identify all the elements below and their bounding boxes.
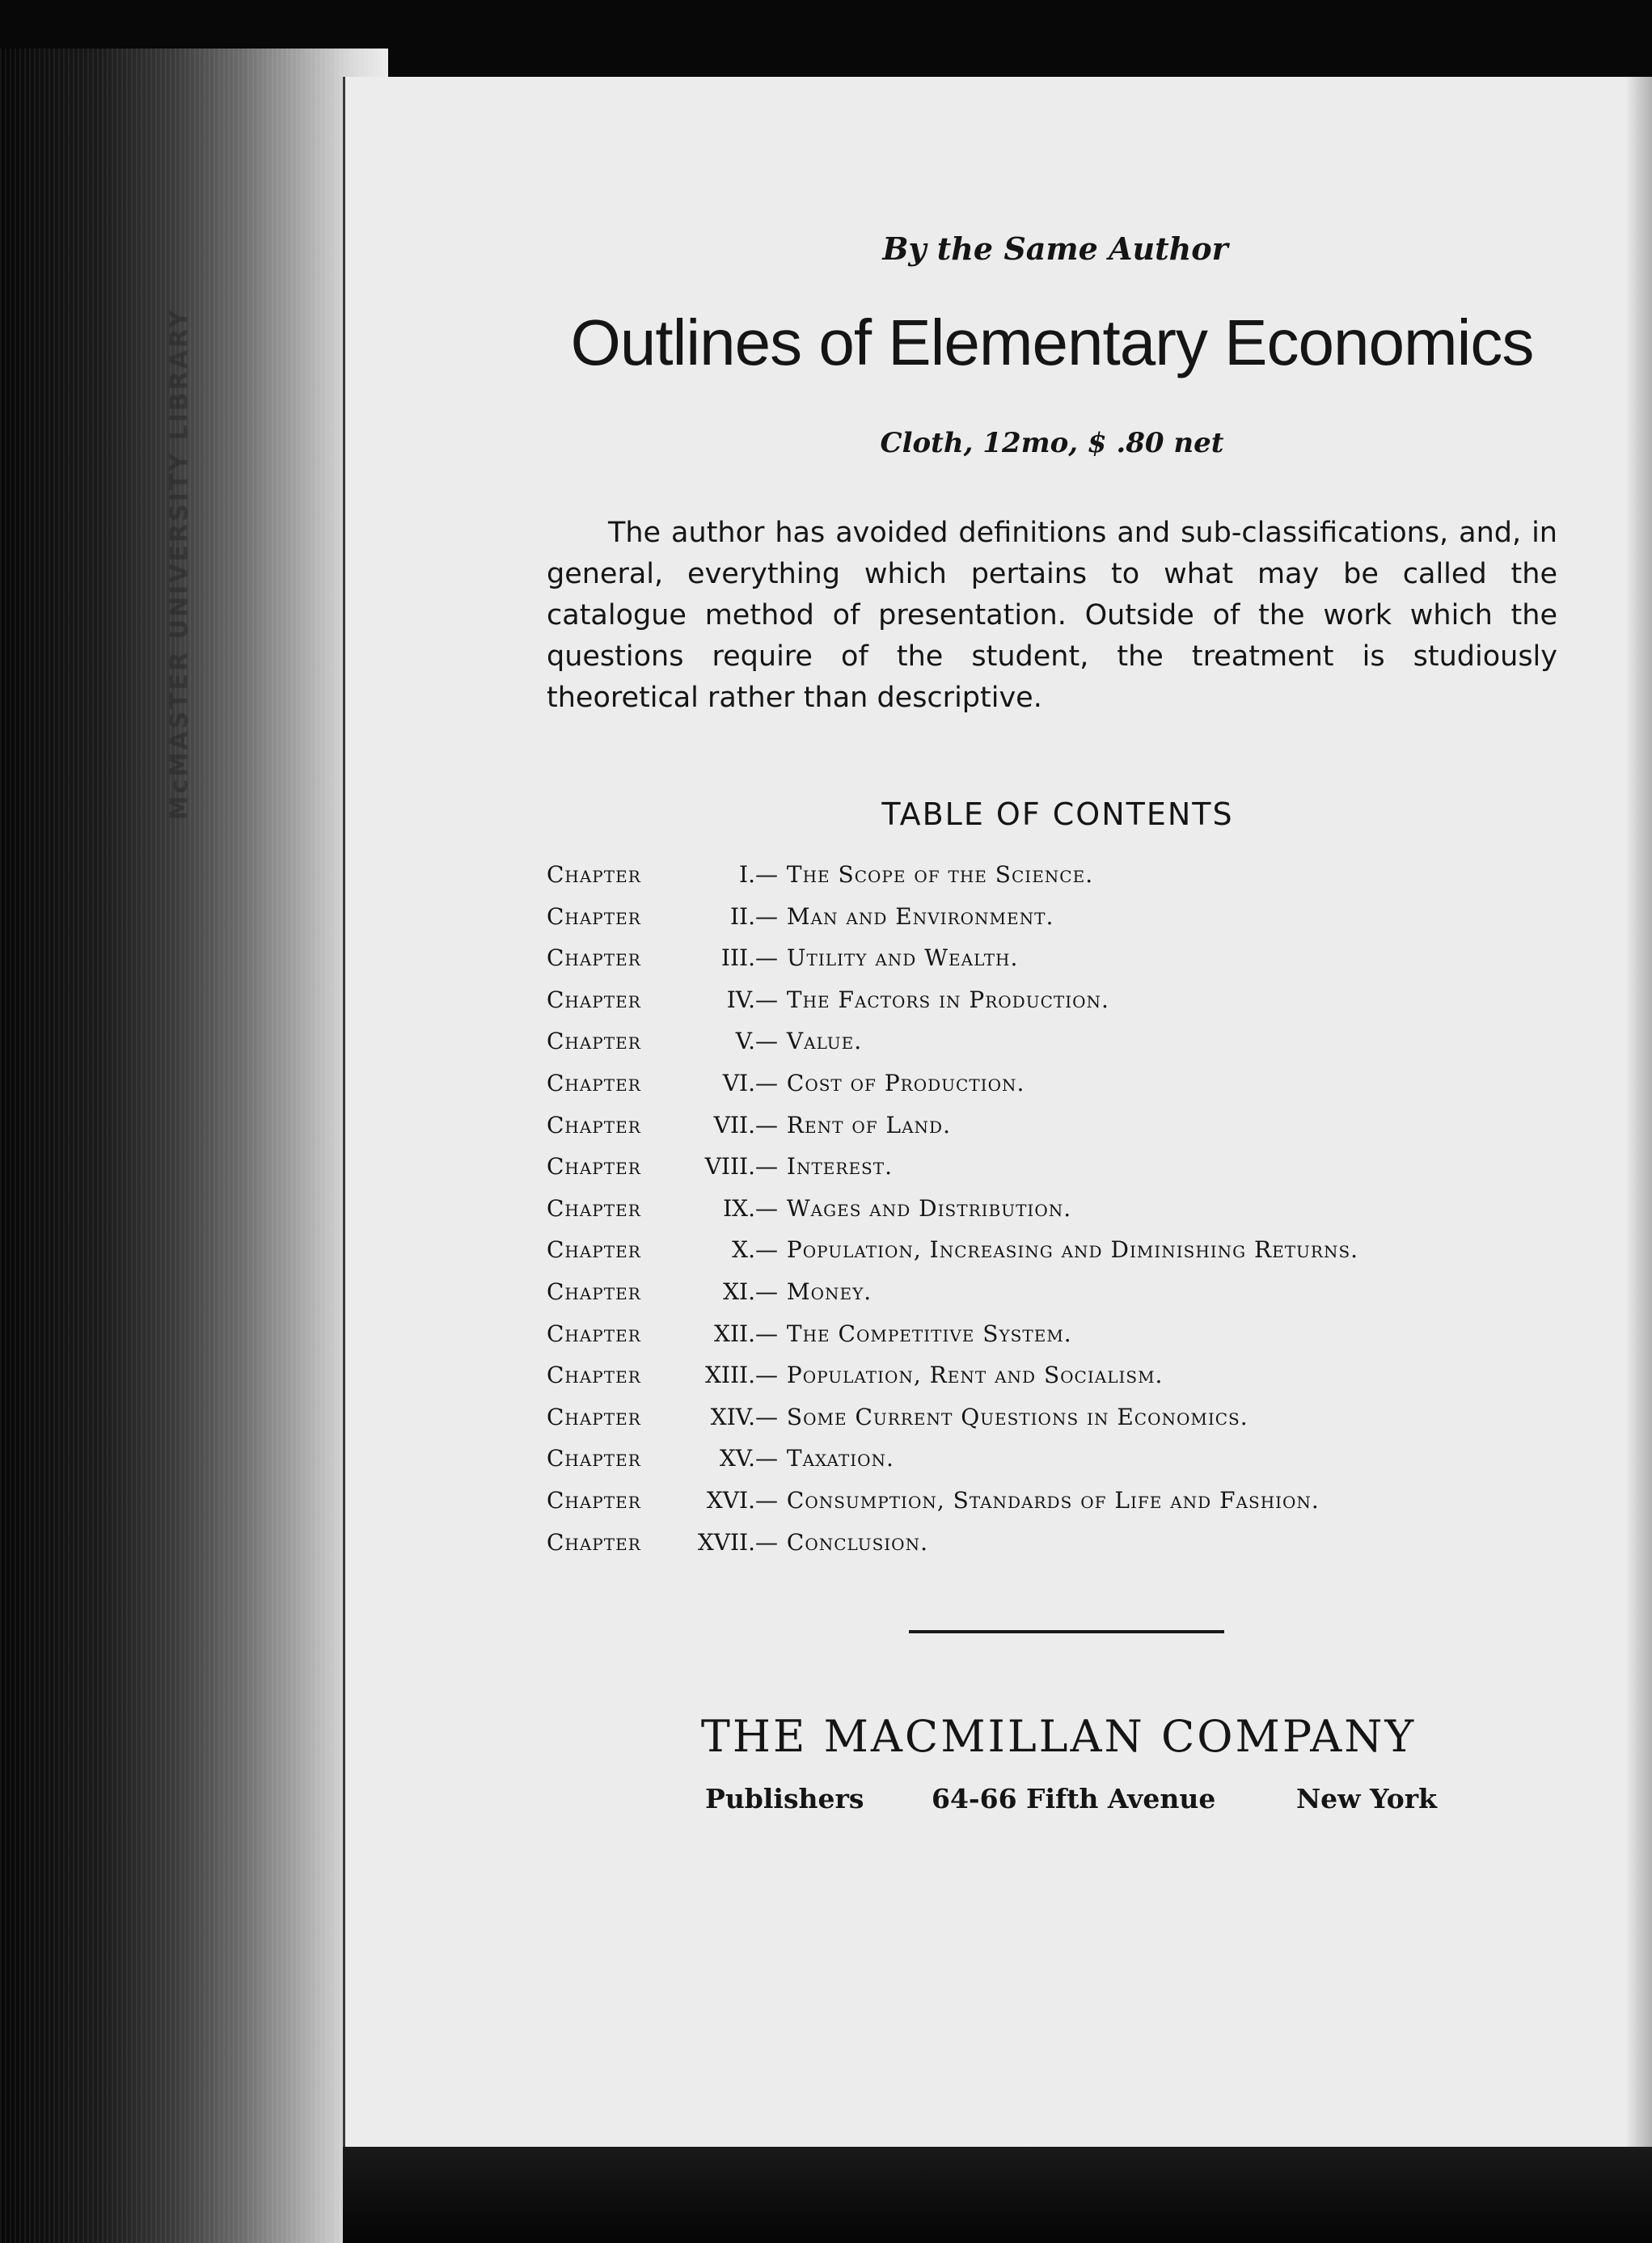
- publisher-name: THE MACMILLAN COMPANY: [700, 1711, 1417, 1763]
- scan-bottom-border: [343, 2147, 1652, 2243]
- toc-numeral: XIII.: [704, 1362, 755, 1389]
- price-line: Cloth, 12mo, $ .80 net: [880, 427, 1224, 459]
- toc-row: [547, 1236, 1557, 1278]
- toc-row: [547, 1487, 1557, 1529]
- toc-row: [547, 1278, 1557, 1320]
- toc-numeral: IV.: [726, 986, 755, 1013]
- toc-row: [547, 1070, 1557, 1112]
- book-title: Outlines of Elementary Economics: [570, 306, 1534, 378]
- toc-title: — Consumption, Standards of Life and Fashion.: [755, 1486, 1320, 1514]
- toc-chapter-label: Chapter: [547, 1028, 641, 1055]
- toc-title: — Cost of Production.: [755, 1069, 1025, 1096]
- spine-library-label: McMASTER UNIVERSITY LIBRARY: [165, 307, 194, 821]
- toc-title: — The Factors in Production.: [755, 986, 1109, 1013]
- toc-chapter-label: Chapter: [547, 1153, 641, 1181]
- toc-numeral: XVI.: [706, 1486, 755, 1514]
- toc-title: — Rent of Land.: [755, 1111, 951, 1138]
- toc-numeral: I.: [739, 861, 755, 888]
- toc-chapter-label: Chapter: [547, 1278, 641, 1305]
- toc-row: [547, 1195, 1557, 1237]
- publisher-city: New York: [1296, 1783, 1438, 1815]
- toc-row: [547, 861, 1557, 903]
- toc-row: [547, 1112, 1557, 1154]
- toc-numeral: VII.: [713, 1111, 755, 1138]
- toc-chapter-label: Chapter: [547, 986, 641, 1013]
- toc-chapter-label: Chapter: [547, 1069, 641, 1096]
- by-line: By the Same Author: [882, 230, 1228, 267]
- page-content: [547, 230, 1557, 1831]
- publisher-role: Publishers: [705, 1783, 864, 1815]
- toc-row: [547, 1320, 1557, 1362]
- toc-numeral: VI.: [722, 1069, 755, 1096]
- toc-title: — The Competitive System.: [755, 1320, 1072, 1347]
- toc-chapter-label: Chapter: [547, 944, 641, 972]
- toc-chapter-label: Chapter: [547, 1403, 641, 1430]
- toc-numeral: III.: [720, 944, 755, 972]
- table-of-contents: [547, 861, 1557, 1570]
- publisher-address: 64-66 Fifth Avenue: [932, 1783, 1216, 1815]
- toc-title: — The Scope of the Science.: [755, 861, 1094, 888]
- toc-chapter-label: Chapter: [547, 861, 641, 888]
- toc-numeral: IX.: [723, 1194, 755, 1222]
- toc-row: [547, 1028, 1557, 1070]
- toc-chapter-label: Chapter: [547, 1486, 641, 1514]
- toc-row: [547, 1404, 1557, 1446]
- toc-title: — Money.: [755, 1278, 872, 1305]
- toc-title: — Wages and Distribution.: [755, 1194, 1072, 1222]
- toc-heading: TABLE OF CONTENTS: [881, 796, 1234, 832]
- toc-numeral: VIII.: [704, 1153, 755, 1181]
- toc-numeral: V.: [735, 1028, 755, 1055]
- toc-numeral: XI.: [723, 1278, 755, 1305]
- toc-row: [547, 903, 1557, 945]
- toc-title: — Value.: [755, 1028, 863, 1055]
- page-right-shadow: [1625, 77, 1652, 2147]
- toc-numeral: XVII.: [697, 1528, 755, 1556]
- toc-row: [547, 1529, 1557, 1571]
- toc-row: [547, 1153, 1557, 1195]
- toc-numeral: XII.: [714, 1320, 755, 1347]
- toc-row: [547, 1445, 1557, 1487]
- toc-chapter-label: Chapter: [547, 1320, 641, 1347]
- toc-chapter-label: Chapter: [547, 1445, 641, 1472]
- toc-chapter-label: Chapter: [547, 1111, 641, 1138]
- publisher-details: [547, 1783, 1557, 1831]
- toc-title: — Utility and Wealth.: [755, 944, 1019, 972]
- toc-title: — Population, Increasing and Diminishing Returns.: [755, 1236, 1359, 1264]
- book-spine: [0, 49, 388, 2243]
- toc-chapter-label: Chapter: [547, 1528, 641, 1556]
- toc-title: — Some Current Questions in Economics.: [755, 1403, 1249, 1430]
- toc-chapter-label: Chapter: [547, 1362, 641, 1389]
- toc-row: [547, 944, 1557, 986]
- toc-title: — Taxation.: [755, 1445, 894, 1472]
- toc-chapter-label: Chapter: [547, 1236, 641, 1264]
- toc-numeral: XV.: [719, 1445, 755, 1472]
- toc-title: — Conclusion.: [755, 1528, 928, 1556]
- toc-title: — Interest.: [755, 1153, 893, 1181]
- toc-chapter-label: Chapter: [547, 1194, 641, 1222]
- toc-row: [547, 1362, 1557, 1404]
- toc-row: [547, 986, 1557, 1029]
- divider-rule: [909, 1630, 1224, 1633]
- toc-chapter-label: Chapter: [547, 902, 641, 930]
- toc-numeral: X.: [732, 1236, 755, 1264]
- toc-numeral: XIV.: [710, 1403, 755, 1430]
- toc-title: — Man and Environment.: [755, 902, 1054, 930]
- toc-title: — Population, Rent and Socialism.: [755, 1362, 1164, 1389]
- toc-numeral: II.: [729, 902, 755, 930]
- description-paragraph: The author has avoided definitions and sub-classifications, and, in general, everything which pertains to what may be called the catalogue method of presentation. Outside of the work which the questions require of the student, the treatment is studiously theoretical rather than descriptive.: [547, 517, 1557, 714]
